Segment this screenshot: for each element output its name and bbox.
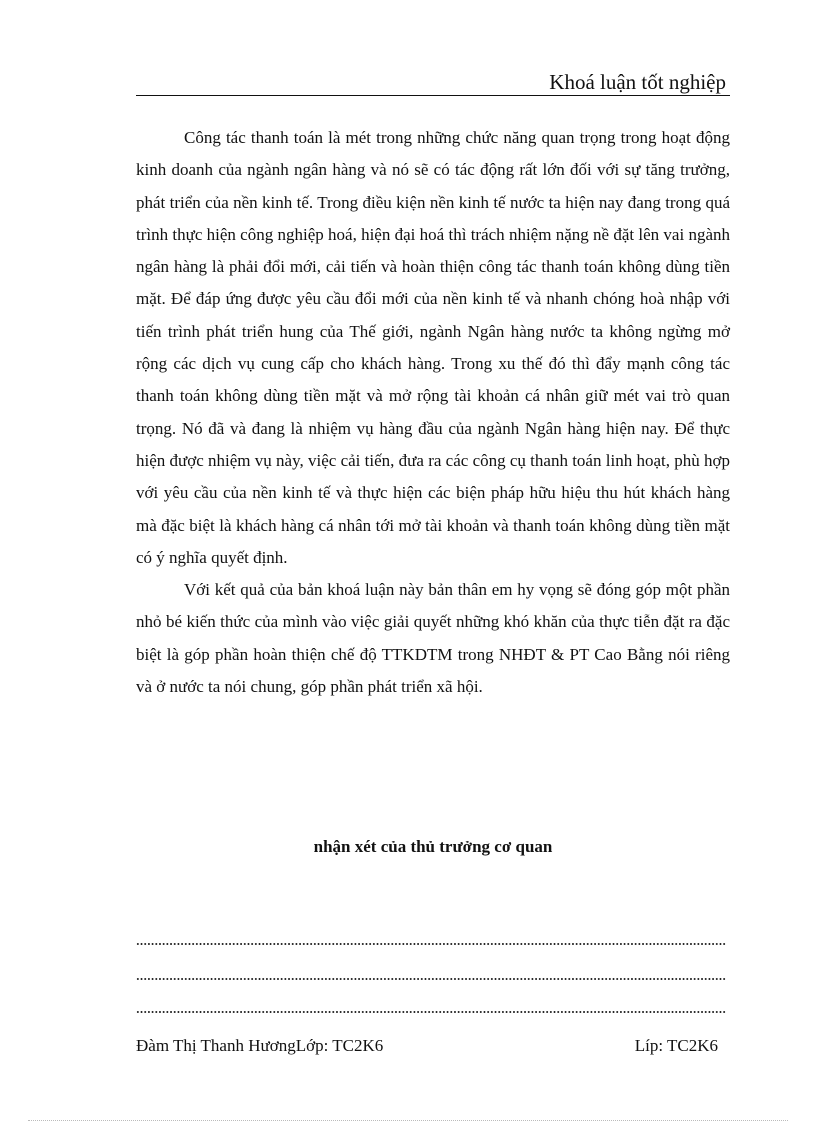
footer-author: Đàm Thị Thanh HươngLớp: TC2K6 (136, 1036, 384, 1055)
comment-dotted-line (136, 1009, 726, 1015)
body-text (136, 122, 730, 703)
header-rule (136, 95, 730, 96)
paragraph-2: Với kết quả của bản khoá luận này bản thân em hy vọng sẽ đóng góp một phần nhỏ bé kiến thức của mình vào việc giải quyết những khó khăn của thực tiễn đặt ra đặc biệt là góp phần hoàn thiện chế độ TTKDTM trong NHĐT & PT Cao Bằng nói riêng và ở nước ta nói chung, góp phần phát triển xã hội. (136, 580, 730, 697)
comment-dotted-line (136, 941, 726, 947)
section-title: nhận xét của thủ trưởng cơ quan (313, 837, 553, 856)
paragraph-1: Công tác thanh toán là mét trong những chức năng quan trọng trong hoạt động kinh doanh của ngành ngân hàng và nó sẽ có tác động rất lớn đối với sự tăng trưởng, phát triển của nền kinh tế. Trong điều kiện nền kinh tế nước ta hiện nay đang trong quá trình thực hiện công nghiệp hoá, hiện đại hoá thì trách nhiệm nặng nề đặt lên vai ngành ngân hàng là phải đổi mới, cải tiến và hoàn thiện công tác thanh toán không dùng tiền mặt. Để đáp ứng được yêu cầu đổi mới của nền kinh tế và nhanh chóng hoà nhập với tiến trình phát triển hung của Thế giới, ngành Ngân hàng nước ta không ngừng mở rộng các dịch vụ cung cấp cho khách hàng. Trong xu thế đó thì đẩy mạnh công tác thanh toán không dùng tiền mặt và mở rộng tài khoản cá nhân giữ mét vai trò quan trọng. Nó đã và đang là nhiệm vụ hàng đầu của ngành Ngân hàng hiện nay. Để thực hiện được nhiệm vụ này, việc cải tiến, đưa ra các công cụ thanh toán linh hoạt, phù hợp với yêu cầu của nền kinh tế và thực hiện các biện pháp hữu hiệu thu hút khách hàng mà đặc biệt là khách hàng cá nhân tới mở tài khoản và thanh toán không dùng tiền mặt có ý nghĩa quyết định. (136, 128, 730, 567)
footer-class: Líp: TC2K6 (634, 1036, 718, 1055)
header-title: Khoá luận tốt nghiệp (549, 70, 726, 94)
page-bottom-border (28, 1120, 788, 1121)
comment-dotted-line (136, 976, 726, 982)
